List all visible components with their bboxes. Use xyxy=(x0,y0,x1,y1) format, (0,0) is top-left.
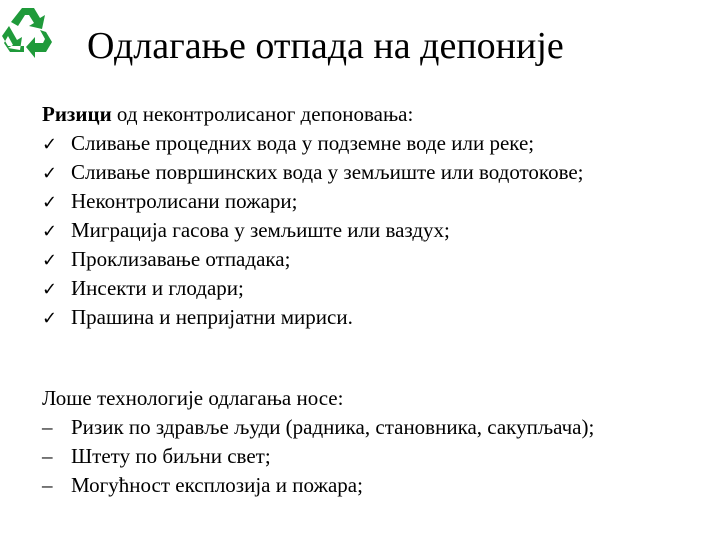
dash-bullet: – xyxy=(42,444,53,468)
list-item-text: Инсекти и глодари; xyxy=(71,276,244,300)
checkmark-icon: ✓ xyxy=(42,279,58,300)
recycle-icon xyxy=(0,2,56,58)
risks-heading xyxy=(42,100,712,129)
list-item xyxy=(42,413,712,442)
list-item xyxy=(42,442,712,471)
technologies-section xyxy=(42,384,712,500)
list-item-text: Сливање површинских вода у земљиште или водотокове; xyxy=(71,160,584,184)
list-item xyxy=(42,471,712,500)
list-item-text: Миграција гасова у земљиште или ваздух; xyxy=(71,218,450,242)
list-item-text: Неконтролисани пожари; xyxy=(71,189,298,213)
checkmark-icon: ✓ xyxy=(42,192,58,213)
checkmark-icon: ✓ xyxy=(42,250,58,271)
list-item xyxy=(42,129,712,158)
list-item xyxy=(42,216,712,245)
page-title: Одлагање отпада на депоније xyxy=(87,25,564,67)
list-item xyxy=(42,158,712,187)
risks-heading-bold: Ризици xyxy=(42,102,112,126)
checkmark-icon: ✓ xyxy=(42,134,58,155)
list-item-text: Штету по биљни свет; xyxy=(71,444,271,468)
risks-section xyxy=(42,100,712,332)
checkmark-icon: ✓ xyxy=(42,221,58,242)
checkmark-icon: ✓ xyxy=(42,308,58,329)
dash-bullet: – xyxy=(42,415,53,439)
dash-bullet: – xyxy=(42,473,53,497)
list-item-text: Могућност експлозија и пожара; xyxy=(71,473,363,497)
technologies-heading: Лоше технологије одлагања носе: xyxy=(42,386,344,410)
list-item-text: Ризик по здравље људи (радника, становника, сакупљача); xyxy=(71,415,595,439)
list-item-text: Сливање процедних вода у подземне воде или реке; xyxy=(71,131,535,155)
checkmark-icon: ✓ xyxy=(42,163,58,184)
list-item xyxy=(42,303,712,332)
list-item xyxy=(42,187,712,216)
list-item-text: Проклизавање отпадака; xyxy=(71,247,291,271)
list-item-text: Прашина и непријатни мириси. xyxy=(71,305,353,329)
list-item xyxy=(42,245,712,274)
risks-heading-rest: од неконтролисаног депоновања: xyxy=(111,102,414,126)
list-item xyxy=(42,274,712,303)
